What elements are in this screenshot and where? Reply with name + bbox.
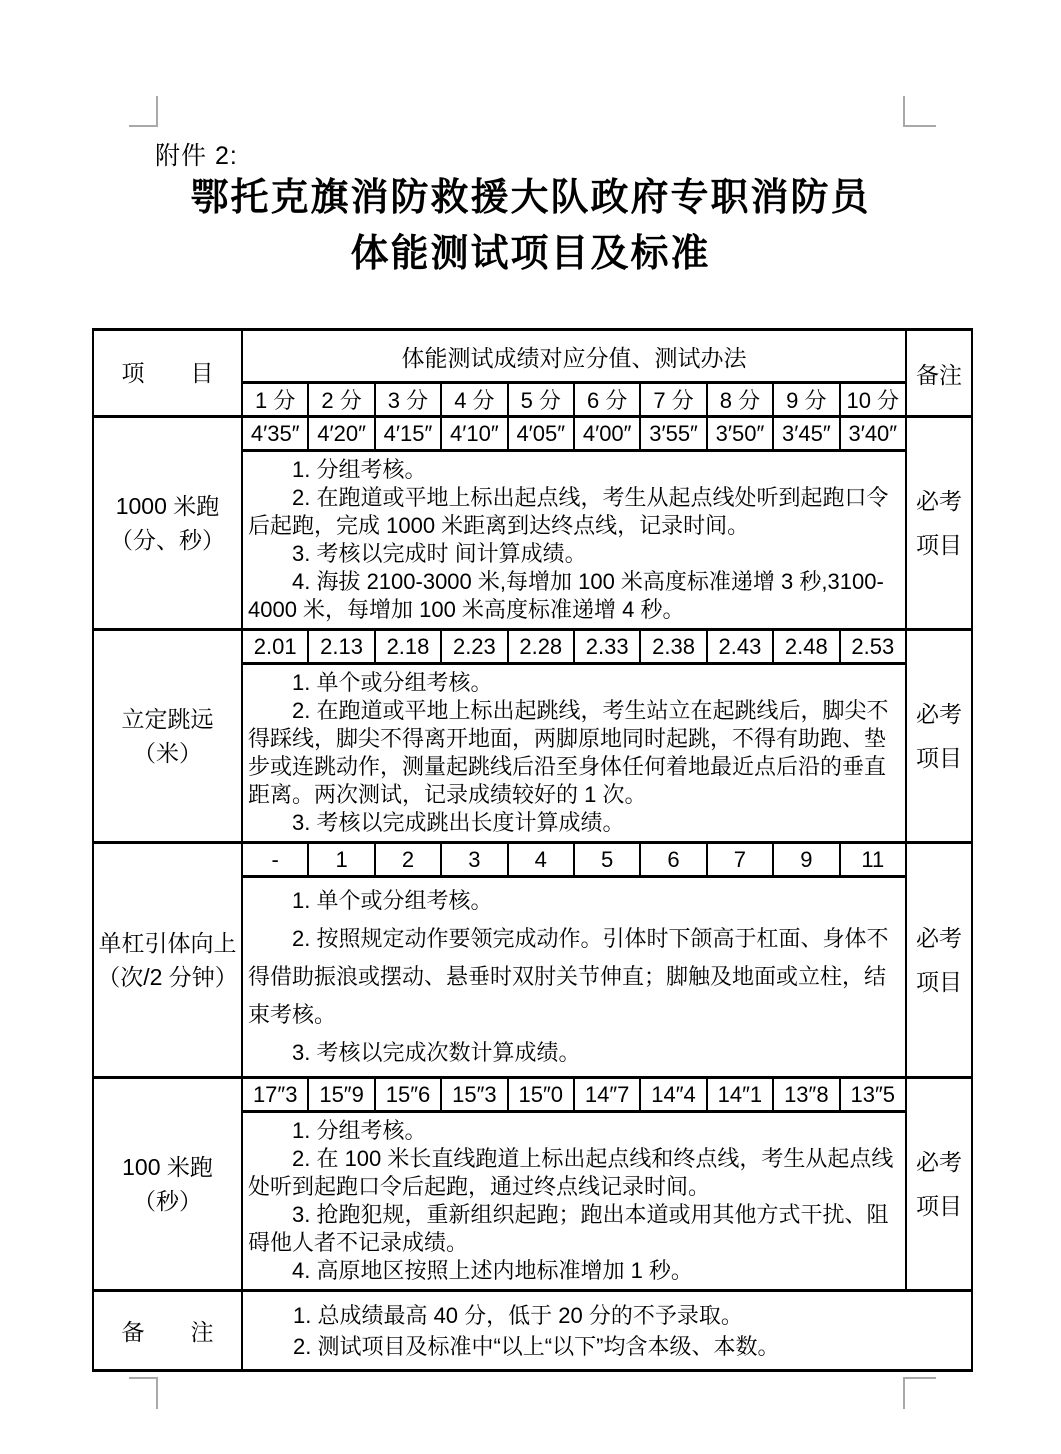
document-title-line1: 鄂托克旗消防救援大队政府专职消防员 <box>190 177 871 219</box>
method-item: 2. 在跑道或平地上标出起点线，考生从起点线处听到起跑口令后起跑，完成 1000 米距离到达终点线，记录时间。 <box>248 485 889 538</box>
margin-mark-top-right <box>903 96 936 127</box>
score-cell: 4′00″ <box>574 417 640 451</box>
score-cell: 3′40″ <box>840 417 907 451</box>
project-name-line: 1000 米跑 <box>115 493 220 519</box>
score-cell: 14″1 <box>707 1078 773 1112</box>
score-cell: 3′50″ <box>707 417 773 451</box>
score-cell: 2.01 <box>242 630 308 664</box>
score-cell: 15″0 <box>508 1078 574 1112</box>
project-name-cell <box>93 417 242 630</box>
method-item: 3. 考核以完成时 间计算成绩。 <box>292 541 587 566</box>
method-item: 3. 考核以完成次数计算成绩。 <box>292 1040 581 1065</box>
score-cell: 15″6 <box>375 1078 441 1112</box>
score-cell: 11 <box>840 843 907 877</box>
score-cell: 2.53 <box>840 630 907 664</box>
project-name-line: 立定跳远 <box>121 706 214 732</box>
score-cell: 9 <box>773 843 839 877</box>
score-cell: 2.48 <box>773 630 839 664</box>
score-col-header: 5 分 <box>508 383 574 417</box>
score-cell: 4′35″ <box>242 417 308 451</box>
method-item: 1. 分组考核。 <box>292 1118 427 1143</box>
score-cell: 3′45″ <box>773 417 839 451</box>
score-cell: 15″9 <box>308 1078 374 1112</box>
method-cell <box>242 451 906 630</box>
score-cell: 3 <box>441 843 507 877</box>
score-cell: 4 <box>508 843 574 877</box>
method-item: 2. 在 100 米长直线跑道上标出起点线和终点线，考生从起点线处听到起跑口令后起跑，通过终点线记录时间。 <box>248 1146 894 1199</box>
score-cell: 6 <box>640 843 706 877</box>
values-row-pullups <box>93 843 972 877</box>
score-col-header: 6 分 <box>574 383 640 417</box>
footer-row <box>93 1291 972 1371</box>
header-remark-cell: 备注 <box>906 330 972 417</box>
footer-notes-cell <box>242 1291 972 1371</box>
method-cell <box>242 877 906 1078</box>
method-item: 1. 单个或分组考核。 <box>292 670 493 695</box>
method-item: 1. 分组考核。 <box>292 457 427 482</box>
header-score-section-cell: 体能测试成绩对应分值、测试办法 <box>242 330 906 383</box>
values-row-100m <box>93 1078 972 1112</box>
method-cell <box>242 1112 906 1291</box>
margin-mark-bottom-right <box>903 1377 936 1409</box>
method-item: 4. 高原地区按照上述内地标准增加 1 秒。 <box>292 1258 693 1283</box>
score-cell: 2 <box>375 843 441 877</box>
method-item: 3. 考核以完成跳出长度计算成绩。 <box>292 810 625 835</box>
score-col-header: 10 分 <box>840 383 907 417</box>
score-cell: 14″7 <box>574 1078 640 1112</box>
score-cell: 4′15″ <box>375 417 441 451</box>
score-cell: 5 <box>574 843 640 877</box>
score-col-header: 7 分 <box>640 383 706 417</box>
values-row-1000m <box>93 417 972 451</box>
document-title-line2: 体能测试项目及标准 <box>350 233 711 275</box>
score-cell: 3′55″ <box>640 417 706 451</box>
project-name-line: 单杠引体向上 <box>98 930 237 956</box>
score-cell: 2.18 <box>375 630 441 664</box>
score-cell: 14″4 <box>640 1078 706 1112</box>
project-name-line: （分、秒） <box>110 527 225 553</box>
score-cell: 2.23 <box>441 630 507 664</box>
score-cell: 4′20″ <box>308 417 374 451</box>
project-name-cell <box>93 1078 242 1291</box>
score-cell: 7 <box>707 843 773 877</box>
score-col-header: 9 分 <box>773 383 839 417</box>
remark-cell: 必考项目 <box>906 1078 972 1291</box>
project-name-cell <box>93 630 242 843</box>
project-name-line: （米） <box>133 740 202 766</box>
method-cell <box>242 664 906 843</box>
score-col-header: 8 分 <box>707 383 773 417</box>
score-col-header: 2 分 <box>308 383 374 417</box>
method-item: 3. 抢跑犯规，重新组织起跑；跑出本道或用其他方式干扰、阻碍他人者不记录成绩。 <box>248 1202 889 1255</box>
margin-mark-top-left <box>129 96 158 127</box>
score-cell: 2.28 <box>508 630 574 664</box>
score-cell: 1 <box>308 843 374 877</box>
values-row-longjump <box>93 630 972 664</box>
score-cell: 2.13 <box>308 630 374 664</box>
score-col-header: 3 分 <box>375 383 441 417</box>
project-name-line: （次/2 分钟） <box>97 964 238 990</box>
standards-table <box>92 328 973 1372</box>
score-cell: 13″8 <box>773 1078 839 1112</box>
method-item: 1. 单个或分组考核。 <box>292 888 493 913</box>
footer-label-cell: 备 注 <box>93 1291 242 1371</box>
method-item: 2. 在跑道或平地上标出起跳线，考生站立在起跳线后，脚尖不得踩线，脚尖不得离开地面，两脚原地同时起跳，不得有助跑、垫步或连跳动作，测量起跳线后沿至身体任何着地最近点后沿的垂直距离。两次测试，记录成绩较好的 1 次。 <box>248 698 889 807</box>
score-cell: 17″3 <box>242 1078 308 1112</box>
score-cell: 4′05″ <box>508 417 574 451</box>
margin-mark-bottom-left <box>129 1377 158 1409</box>
note-item: 1. 总成绩最高 40 分，低于 20 分的不予录取。 <box>293 1302 743 1328</box>
score-cell: 13″5 <box>840 1078 907 1112</box>
method-item: 2. 按照规定动作要领完成动作。引体时下颌高于杠面、身体不得借助振浪或摆动、悬垂时双肘关节伸直；脚触及地面或立柱，结束考核。 <box>248 926 889 1027</box>
score-cell: 2.33 <box>574 630 640 664</box>
score-col-header: 1 分 <box>242 383 308 417</box>
document-title <box>0 170 1061 282</box>
score-cell: 2.38 <box>640 630 706 664</box>
remark-cell: 必考项目 <box>906 843 972 1078</box>
score-cell: 15″3 <box>441 1078 507 1112</box>
score-col-header: 4 分 <box>441 383 507 417</box>
project-name-cell <box>93 843 242 1078</box>
header-item-cell: 项 目 <box>93 330 242 417</box>
score-cell: - <box>242 843 308 877</box>
score-cell: 2.43 <box>707 630 773 664</box>
note-item: 2. 测试项目及标准中“以上“以下”均含本级、本数。 <box>293 1333 780 1359</box>
score-cell: 4′10″ <box>441 417 507 451</box>
attachment-label: 附件 2: <box>155 142 238 170</box>
method-item: 4. 海拔 2100-3000 米,每增加 100 米高度标准递增 3 秒,3100-4000 米，每增加 100 米高度标准递增 4 秒。 <box>248 569 884 622</box>
remark-cell: 必考项目 <box>906 630 972 843</box>
project-name-line: 100 米跑（秒） <box>122 1154 213 1214</box>
remark-cell: 必考项目 <box>906 417 972 630</box>
